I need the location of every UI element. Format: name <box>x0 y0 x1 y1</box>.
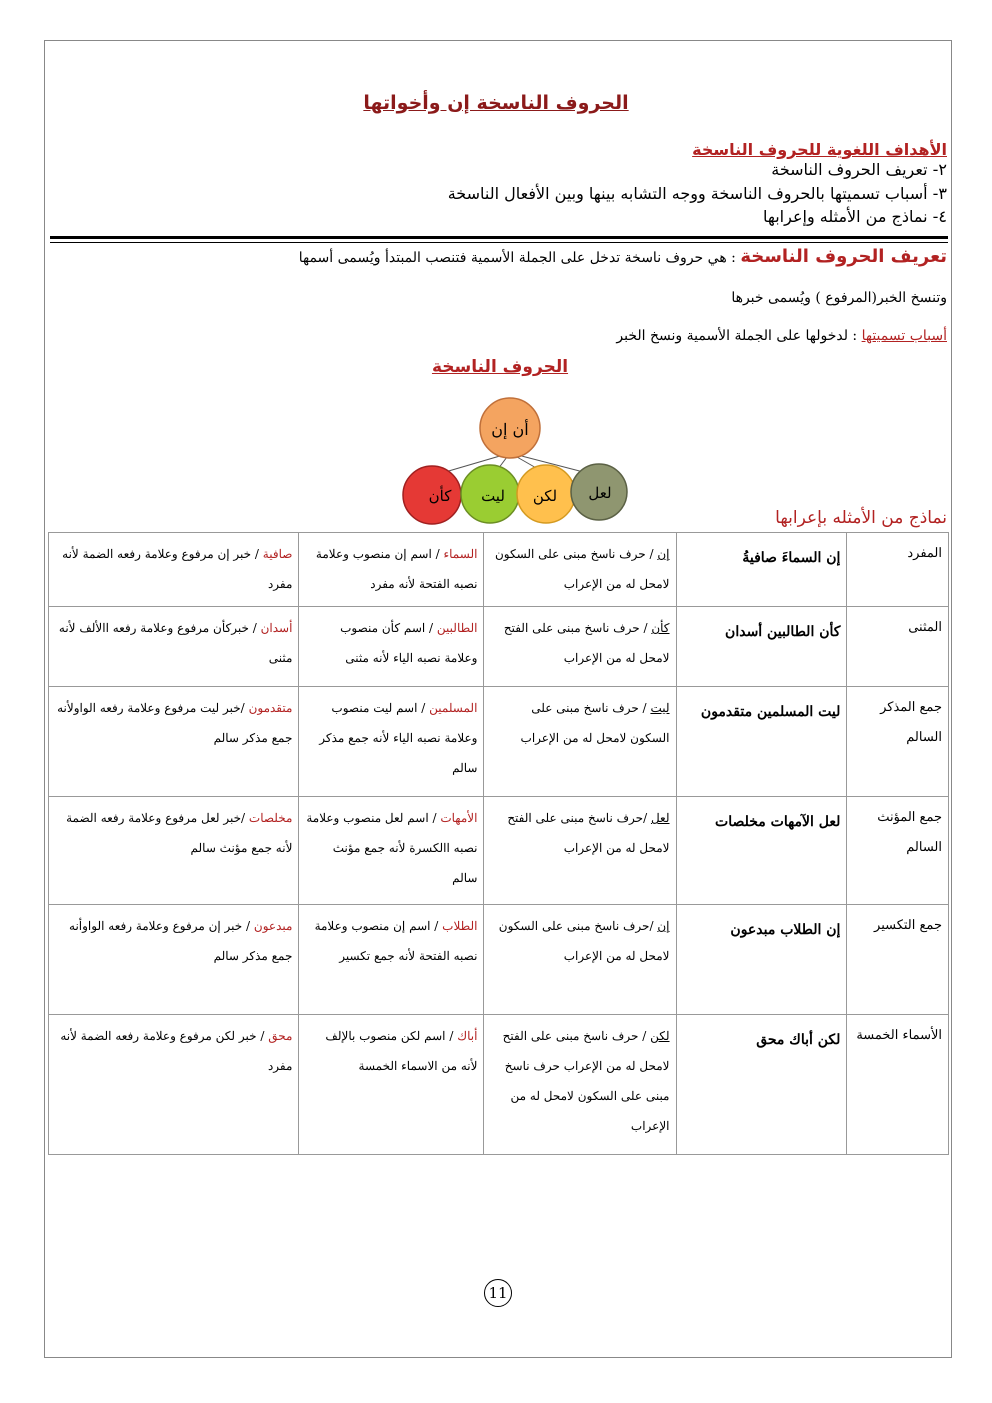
cell-example: إن السماءَ صافيةُ <box>676 533 847 607</box>
reason-line <box>616 328 947 344</box>
definition-line <box>299 246 947 267</box>
ism-word: المسلمين <box>429 701 478 715</box>
goal-item: ٣- أسباب تسميتها بالحروف الناسخة ووجه التشابه بينها وبين الأفعال الناسخة <box>447 184 947 203</box>
harf-word: لعل <box>650 811 670 825</box>
harf-text: / حرف ناسخ مبنى على السكون لامحل له من الإعراب <box>520 701 670 745</box>
khabar-word: مخلصات <box>248 811 293 825</box>
khabar-text: / خبركأن مرفوع وعلامة رفعه االألف لأنه مثنى <box>58 621 293 665</box>
cell-khabar <box>49 607 299 687</box>
ism-word: السماء <box>443 547 478 561</box>
cell-harf <box>484 687 676 797</box>
goals-heading: الأهداف اللغوية للحروف الناسخة <box>692 140 947 159</box>
table-row <box>49 1015 949 1155</box>
ism-text: / اسم ليت منصوب وعلامة نصبه الياء لأنه جمع مذكر سالم <box>319 701 478 775</box>
harf-word: إن <box>657 547 670 561</box>
harf-text: / حرف ناسخ مبنى على السكون لامحل له من الإعراب <box>494 547 670 591</box>
khabar-word: محق <box>268 1029 293 1043</box>
cell-ism <box>299 687 484 797</box>
table-row <box>49 797 949 905</box>
cell-khabar <box>49 905 299 1015</box>
cell-example: لكن أباك محق <box>676 1015 847 1155</box>
harf-text: /حرف ناسخ مبنى على السكون لامحل له من الإعراب <box>498 919 670 963</box>
page-number: 11 <box>484 1279 512 1307</box>
examples-heading: نماذج من الأمثله بإعرابها <box>775 508 947 528</box>
cell-type: المثنى <box>847 607 949 687</box>
harf-word: لكن <box>650 1029 670 1043</box>
harf-word: إن <box>657 919 670 933</box>
letters-diagram <box>395 395 635 525</box>
khabar-text: / خبر إن مرفوع وعلامة رفعه الضمة لأنه مفرد <box>62 547 293 591</box>
khabar-text: /خبر ليت مرفوع وعلامة رفعه الواولأنه جمع مذكر سالم <box>57 701 293 745</box>
cell-harf <box>484 905 676 1015</box>
ism-word: الطالبين <box>436 621 478 635</box>
circle-top-label: أن إن <box>491 420 529 439</box>
definition-text: : هي حروف ناسخة تدخل على الجملة الأسمية فتنصب المبتدأ ويُسمى أسمها <box>298 250 736 266</box>
cell-khabar <box>49 1015 299 1155</box>
khabar-text: /خبر لعل مرفوع وعلامة رفعه الضمة لأنه جمع مؤنث سالم <box>66 811 293 855</box>
khabar-word: صافية <box>262 547 293 561</box>
table-row <box>49 607 949 687</box>
ism-text: / اسم إن منصوب وعلامة نصبه الفتحة لأنه جمع تكسير <box>314 919 478 963</box>
khabar-word: أسدان <box>260 621 293 635</box>
ism-word: أباك <box>457 1029 478 1043</box>
cell-type: جمع التكسير <box>847 905 949 1015</box>
definition-heading: تعريف الحروف الناسخة <box>740 246 947 267</box>
circle-laalla-label: لعل <box>588 484 612 502</box>
ism-text: / اسم لعل منصوب وعلامة نصبه االكسرة لأنه جمع مؤنث سالم <box>306 811 478 885</box>
cell-example: إن الطلاب مبدعون <box>676 905 847 1015</box>
cell-harf <box>484 1015 676 1155</box>
ism-word: الأمهات <box>440 811 478 825</box>
cell-harf <box>484 607 676 687</box>
harf-word: ليت <box>650 701 670 715</box>
cell-type: المفرد <box>847 533 949 607</box>
cell-type: جمع المؤنث السالم <box>847 797 949 905</box>
cell-example: لعل الآمهات مخلصات <box>676 797 847 905</box>
table-row <box>49 533 949 607</box>
cell-ism <box>299 607 484 687</box>
cell-type: جمع المذكر السالم <box>847 687 949 797</box>
ism-text: / اسم إن منصوب وعلامة نصبه الفتحة لأنه مفرد <box>315 547 478 591</box>
circle-layta-label: ليت <box>481 487 505 505</box>
goal-item: ٢- تعريف الحروف الناسخة <box>771 160 947 179</box>
cell-ism <box>299 533 484 607</box>
harf-text: /حرف ناسخ مبنى على الفتح لامحل له من الإعراب <box>507 811 670 855</box>
reason-label: أسباب تسميتها <box>861 328 947 344</box>
ism-text: / اسم كأن منصوب وعلامة نصبه الياء لأنه مثنى <box>340 621 478 665</box>
cell-harf <box>484 533 676 607</box>
khabar-text: / خبر لكن مرفوع وعلامة رفعه الضمة لأنه مفرد <box>60 1029 293 1073</box>
cell-example: ليت المسلمين متقدمون <box>676 687 847 797</box>
ism-word: الطلاب <box>442 919 478 933</box>
cell-ism <box>299 1015 484 1155</box>
cell-example: كأن الطالبين أسدان <box>676 607 847 687</box>
cell-ism <box>299 797 484 905</box>
harf-text: / حرف ناسخ مبنى على الفتح لامحل له من الإعراب <box>503 621 670 665</box>
cell-ism <box>299 905 484 1015</box>
diagram-heading: الحروف الناسخة <box>431 357 569 377</box>
divider <box>50 242 948 243</box>
khabar-text: / خبر إن مرفوع وعلامة رفعه الواوأنه جمع مذكر سالم <box>69 919 293 963</box>
divider <box>50 236 948 239</box>
table-row <box>49 905 949 1015</box>
harf-text: / حرف ناسخ مبنى على الفتح لامحل له من الإعراب حرف ناسخ مبنى على السكون لامحل له من الإعراب <box>502 1029 670 1133</box>
definition-text-2: وتنسخ الخبر(المرفوع ) ويُسمى خبرها <box>731 290 947 306</box>
cell-khabar <box>49 687 299 797</box>
khabar-word: مبدعون <box>253 919 293 933</box>
page-title: الحروف الناسخة إن وأخواتها <box>363 92 629 114</box>
cell-type: الأسماء الخمسة <box>847 1015 949 1155</box>
khabar-word: متقدمون <box>248 701 293 715</box>
goal-item: ٤- نماذج من الأمثله وإعرابها <box>762 207 947 226</box>
reason-text: : لدخولها على الجملة الأسمية ونسخ الخبر <box>616 328 858 344</box>
cell-khabar <box>49 533 299 607</box>
circle-lakinna-label: لكن <box>532 487 558 505</box>
cell-khabar <box>49 797 299 905</box>
table-row <box>49 687 949 797</box>
examples-table <box>48 532 949 1155</box>
ism-text: / اسم لكن منصوب بالإلف لأنه من الاسماء الخمسة <box>325 1029 478 1073</box>
cell-harf <box>484 797 676 905</box>
harf-word: كأن <box>651 621 670 635</box>
circle-kaanna-label: كأن <box>428 487 452 505</box>
